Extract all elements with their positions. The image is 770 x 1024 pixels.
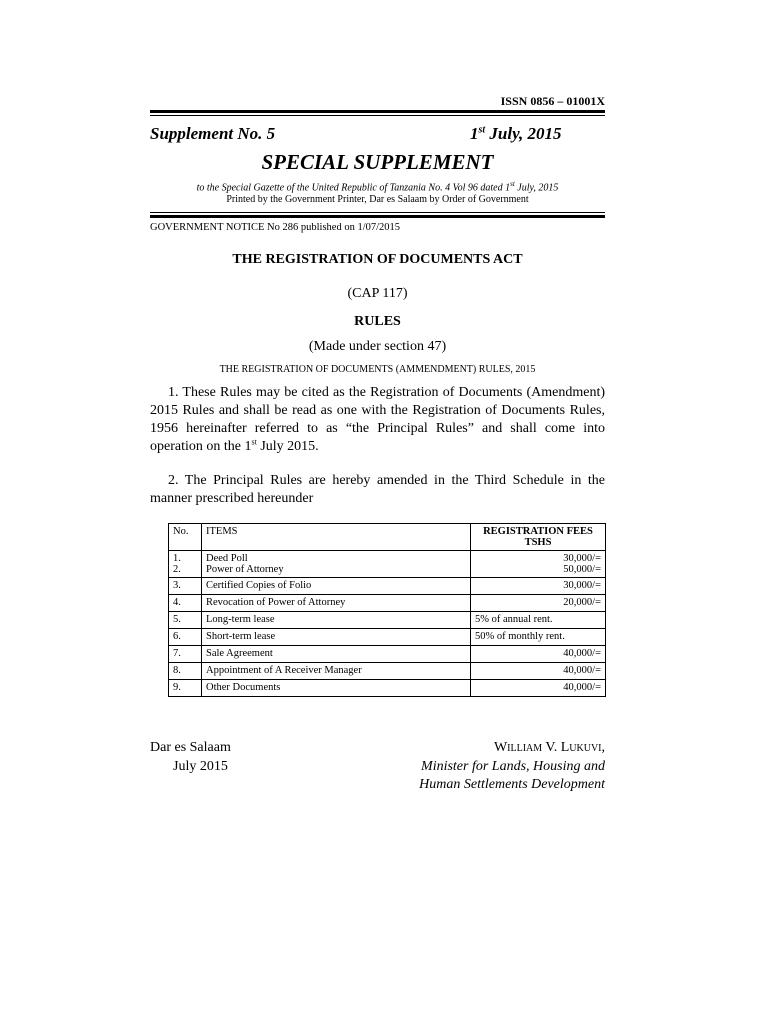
row-item: Appointment of A Receiver Manager — [202, 663, 471, 680]
row-number: 6. — [169, 629, 202, 646]
row-fee: 40,000/= — [471, 680, 606, 697]
row-item: Short-term lease — [202, 629, 471, 646]
table-header-row — [169, 524, 606, 551]
minister-title-line-2: Human Settlements Development — [419, 777, 605, 792]
rules-citation: THE REGISTRATION OF DOCUMENTS (AMMENDMENT) RULES, 2015 — [219, 364, 536, 375]
divider-rule-thick — [150, 215, 605, 218]
cap-number: (CAP 117) — [347, 286, 408, 301]
table-row — [169, 646, 606, 663]
signing-place: Dar es Salaam — [150, 740, 231, 755]
row-fee: 20,000/= — [471, 595, 606, 612]
row-item: Revocation of Power of Attorney — [202, 595, 471, 612]
gazette-reference: to the Special Gazette of the United Republic of Tanzania No. 4 Vol 96 dated 1st July, 2015 — [196, 180, 559, 194]
row-fee: 40,000/= — [471, 646, 606, 663]
row-fee: 50% of monthly rent. — [471, 629, 606, 646]
row-number: 1. 2. — [169, 551, 202, 578]
row-fee: 30,000/= — [471, 578, 606, 595]
row-number: 7. — [169, 646, 202, 663]
header-rule-thick — [150, 110, 605, 113]
row-item: Deed Poll Power of Attorney — [202, 551, 471, 578]
row-item: Long-term lease — [202, 612, 471, 629]
header-items: ITEMS — [202, 524, 471, 551]
table-row — [169, 551, 606, 578]
paragraph-1: 1. These Rules may be cited as the Registration of Documents (Amendment) 2015 Rules and shall be read as one with the Registration of Documents Rules, 1956 hereinafter referred to as “the Principal Rules” and shall come into operation on the 1st July 2015. — [150, 385, 605, 454]
divider-rule-thin — [150, 212, 605, 213]
printer-line: Printed by the Government Printer, Dar es Salaam by Order of Government — [226, 194, 529, 205]
row-item: Other Documents — [202, 680, 471, 697]
special-supplement-title: SPECIAL SUPPLEMENT — [261, 150, 494, 174]
table-row — [169, 595, 606, 612]
table-row — [169, 612, 606, 629]
act-title: THE REGISTRATION OF DOCUMENTS ACT — [232, 252, 523, 267]
header-fees: REGISTRATION FEES TSHS — [471, 524, 606, 551]
row-fee: 30,000/= 50,000/= — [471, 551, 606, 578]
row-item: Sale Agreement — [202, 646, 471, 663]
row-number: 5. — [169, 612, 202, 629]
minister-name: William V. Lukuvi, — [493, 740, 605, 755]
table-row — [169, 629, 606, 646]
table-row — [169, 663, 606, 680]
row-fee: 5% of annual rent. — [471, 612, 606, 629]
supplement-date: 1st July, 2015 — [470, 124, 562, 143]
row-item: Certified Copies of Folio — [202, 578, 471, 595]
supplement-number: Supplement No. 5 — [150, 124, 276, 143]
issn-number: ISSN 0856 – 01001X — [500, 94, 605, 108]
header-rule-thin — [150, 115, 605, 116]
row-number: 9. — [169, 680, 202, 697]
table-row — [169, 680, 606, 697]
fees-table — [168, 523, 606, 697]
row-number: 4. — [169, 595, 202, 612]
paragraph-2: 2. The Principal Rules are hereby amended in the Third Schedule in the manner prescribed hereunder — [150, 473, 605, 506]
row-number: 3. — [169, 578, 202, 595]
rules-heading: RULES — [354, 314, 401, 329]
government-notice: GOVERNMENT NOTICE No 286 published on 1/07/2015 — [150, 222, 401, 233]
minister-title-line-1: Minister for Lands, Housing and — [421, 759, 605, 774]
made-under-section: (Made under section 47) — [308, 339, 447, 354]
table-row — [169, 578, 606, 595]
row-number: 8. — [169, 663, 202, 680]
row-fee: 40,000/= — [471, 663, 606, 680]
signing-date: July 2015 — [173, 759, 228, 774]
header-no: No. — [169, 524, 202, 551]
